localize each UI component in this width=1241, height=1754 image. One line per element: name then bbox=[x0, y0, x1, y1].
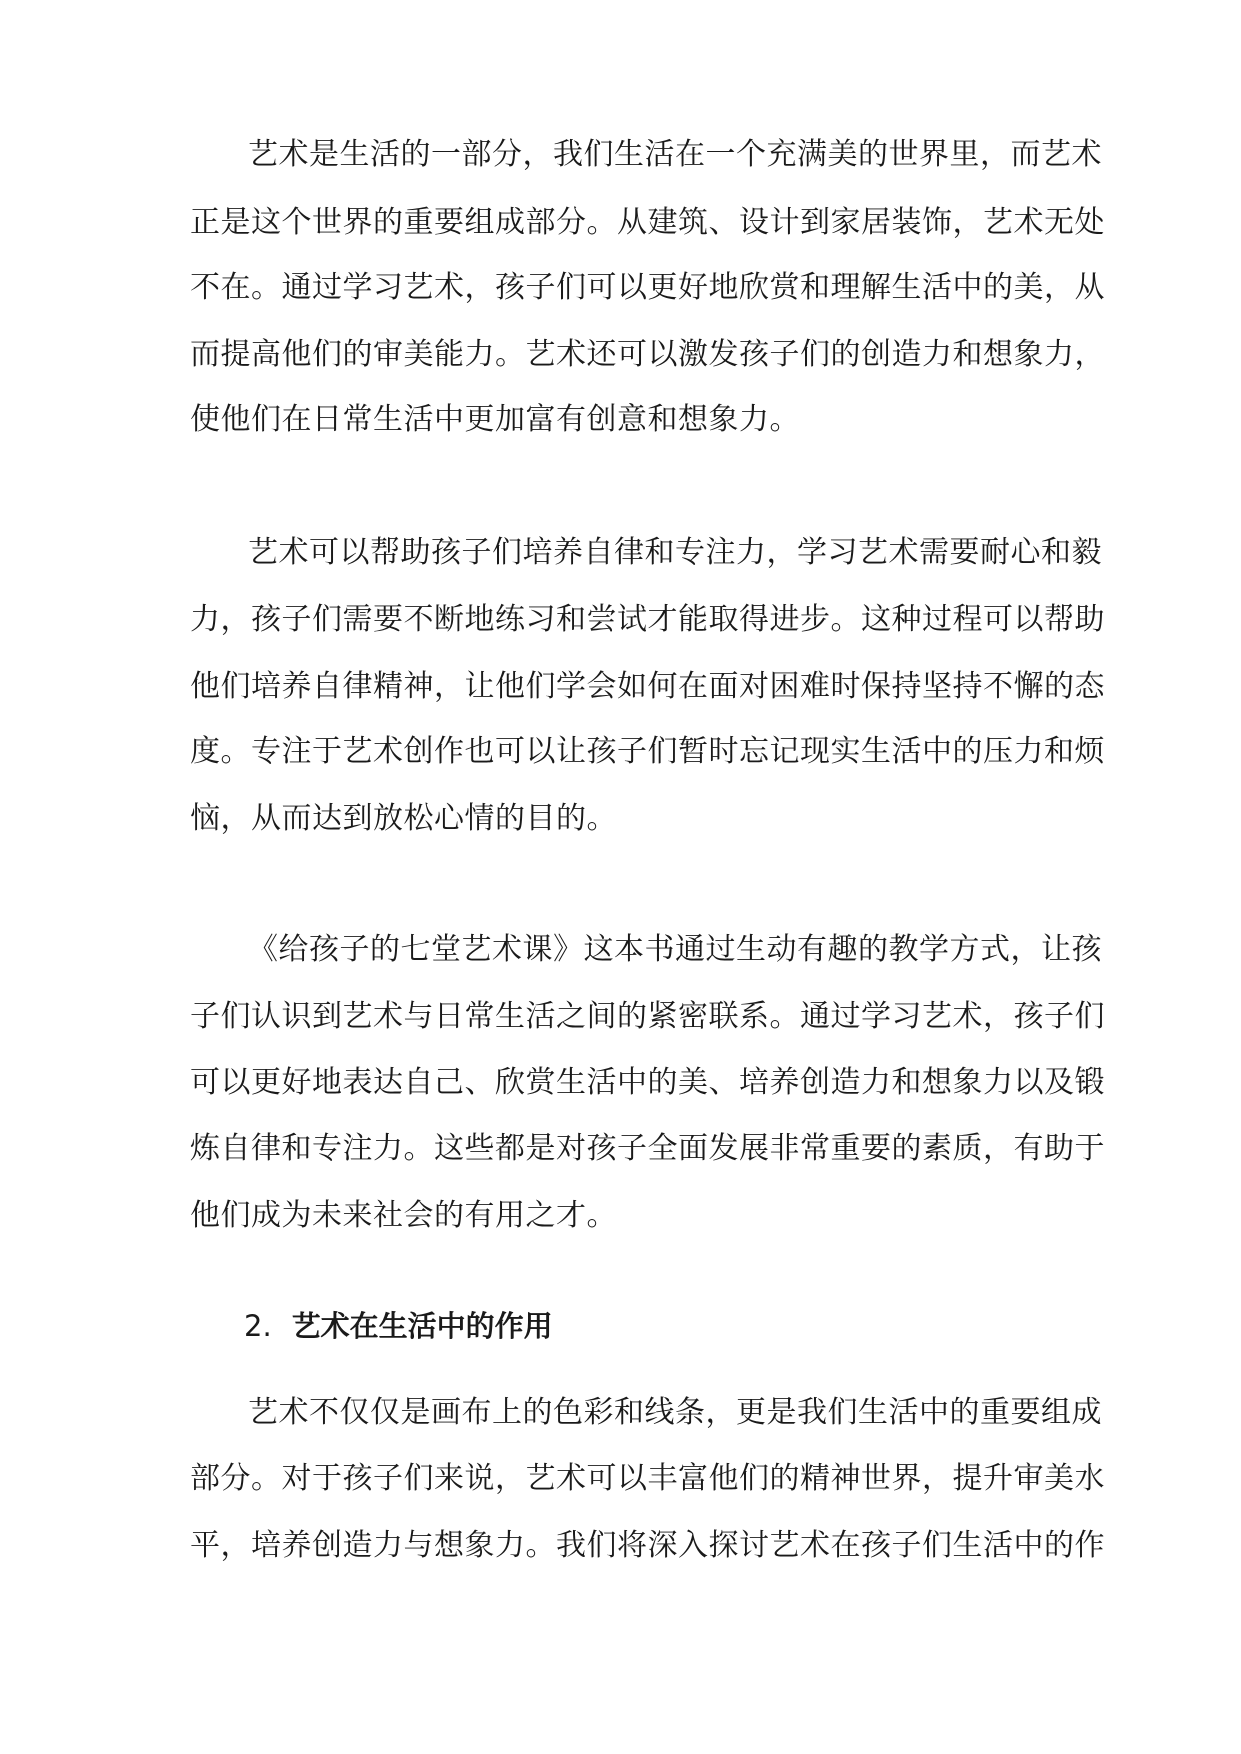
paragraph-line: 《给孩子的七堂艺术课》这本书通过生动有趣的教学方式，让孩 bbox=[248, 932, 1102, 967]
paragraph-line: 子们认识到艺术与日常生活之间的紧密联系。通过学习艺术，孩子们 bbox=[190, 999, 1105, 1034]
section-heading bbox=[244, 1306, 553, 1346]
paragraph-line: 他们培养自律精神，让他们学会如何在面对困难时保持坚持不懈的态 bbox=[190, 669, 1105, 704]
paragraph-line: 平，培养创造力与想象力。我们将深入探讨艺术在孩子们生活中的作 bbox=[190, 1528, 1105, 1563]
section-title: 艺术在生活中的作用 bbox=[291, 1309, 553, 1343]
paragraph-line: 不在。通过学习艺术，孩子们可以更好地欣赏和理解生活中的美，从 bbox=[190, 270, 1105, 305]
paragraph-line: 部分。对于孩子们来说，艺术可以丰富他们的精神世界，提升审美水 bbox=[190, 1461, 1105, 1496]
paragraph-line: 力，孩子们需要不断地练习和尝试才能取得进步。这种过程可以帮助 bbox=[190, 602, 1105, 637]
paragraph-line: 可以更好地表达自己、欣赏生活中的美、培养创造力和想象力以及锻 bbox=[190, 1065, 1105, 1100]
paragraph-line: 而提高他们的审美能力。艺术还可以激发孩子们的创造力和想象力， bbox=[190, 337, 1105, 372]
section-number: 2. bbox=[244, 1309, 272, 1343]
paragraph-line: 使他们在日常生活中更加富有创意和想象力。 bbox=[190, 402, 800, 437]
paragraph-line: 他们成为未来社会的有用之才。 bbox=[190, 1198, 617, 1233]
paragraph-line: 艺术是生活的一部分，我们生活在一个充满美的世界里，而艺术 bbox=[248, 137, 1102, 172]
paragraph-line: 炼自律和专注力。这些都是对孩子全面发展非常重要的素质，有助于 bbox=[190, 1131, 1105, 1166]
paragraph-line: 艺术可以帮助孩子们培养自律和专注力，学习艺术需要耐心和毅 bbox=[248, 535, 1102, 570]
paragraph-line: 度。专注于艺术创作也可以让孩子们暂时忘记现实生活中的压力和烦 bbox=[190, 734, 1105, 769]
paragraph-line: 艺术不仅仅是画布上的色彩和线条，更是我们生活中的重要组成 bbox=[248, 1395, 1102, 1430]
paragraph-line: 正是这个世界的重要组成部分。从建筑、设计到家居装饰，艺术无处 bbox=[190, 205, 1105, 240]
paragraph-line: 恼，从而达到放松心情的目的。 bbox=[190, 801, 617, 836]
